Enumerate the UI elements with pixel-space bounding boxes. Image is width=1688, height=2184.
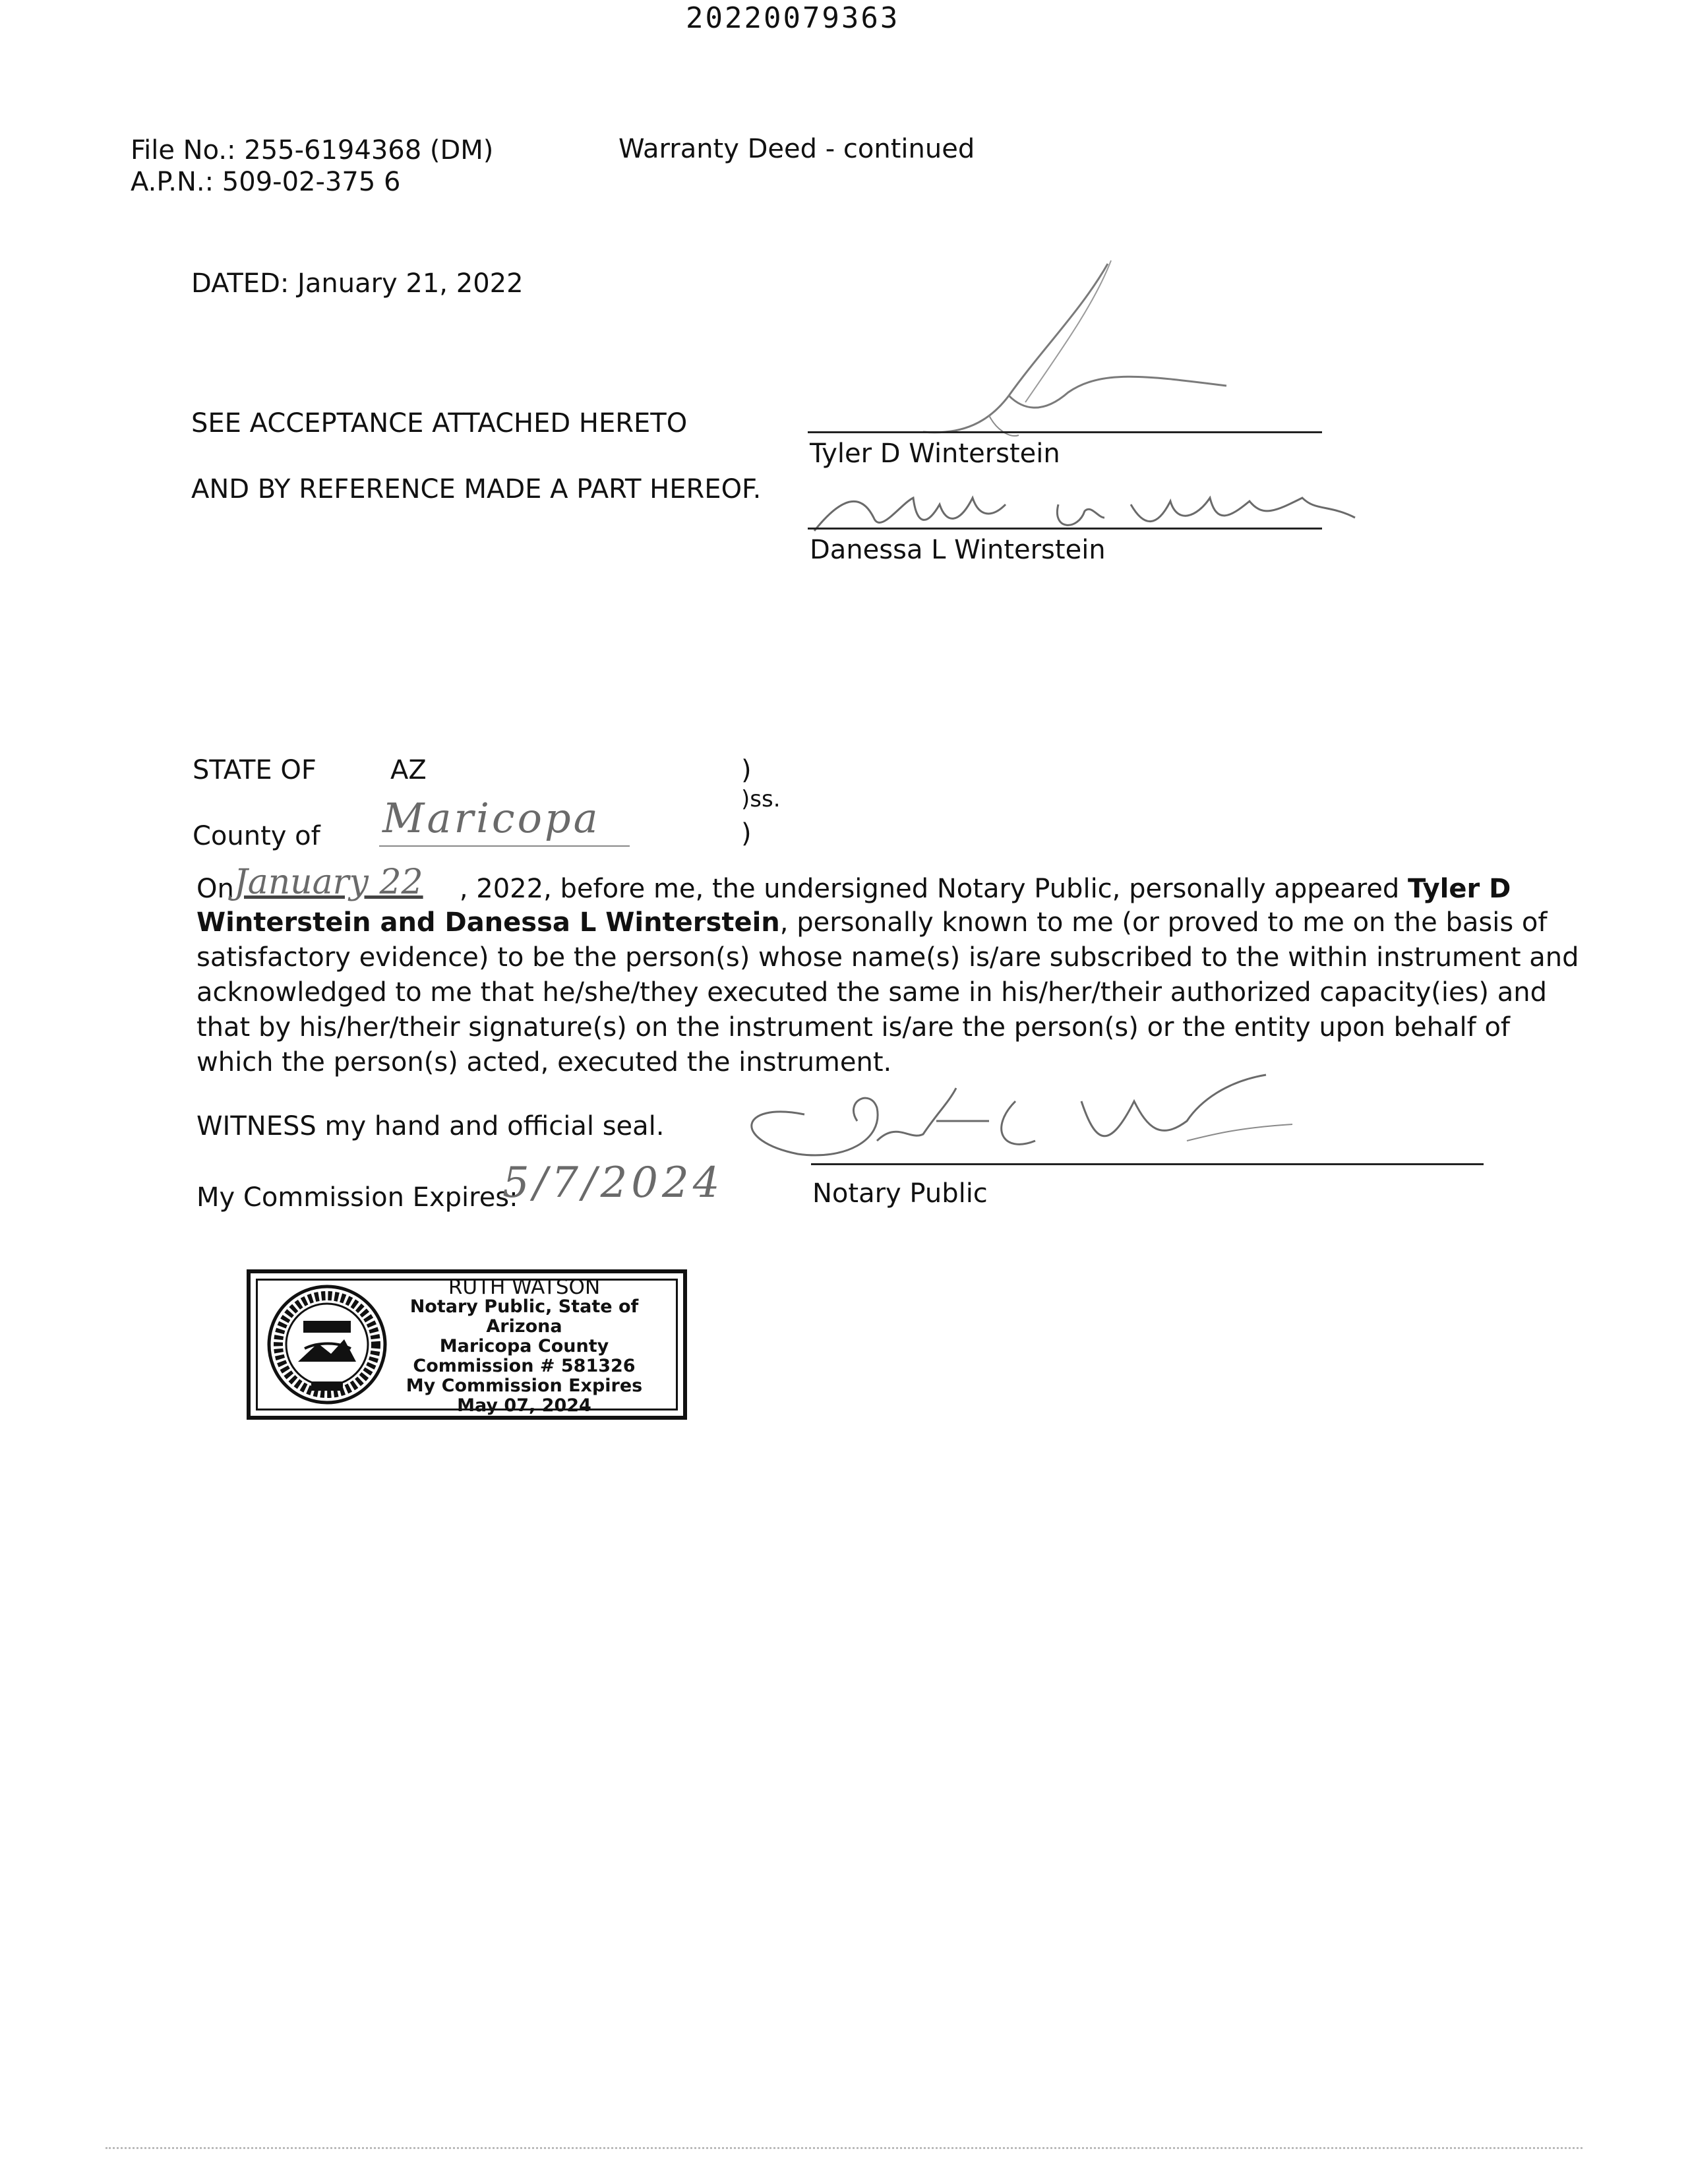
ack-bold-names-2: Winterstein and Danessa L Winterstein — [196, 907, 780, 938]
stamp-name: RUTH WATSON — [448, 1275, 601, 1299]
apn: A.P.N.: 509-02-375 6 — [131, 167, 401, 197]
ack-line-2 — [196, 905, 1548, 940]
notary-signature-line — [811, 1163, 1484, 1165]
stamp-line-3: Maricopa County — [439, 1336, 609, 1356]
commission-handwritten: 5/7/2024 — [502, 1159, 724, 1207]
ack-line-1 — [196, 863, 1511, 905]
stamp-line-2: Notary Public, State of Arizona — [409, 1296, 639, 1337]
document-title: Warranty Deed - continued — [618, 134, 975, 164]
ack-on: On — [196, 874, 234, 904]
stamp-line-6: May 07, 2024 — [457, 1395, 591, 1416]
file-number: File No.: 255-6194368 (DM) — [131, 135, 494, 166]
notary-stamp — [247, 1269, 687, 1420]
acceptance-line-2: AND BY REFERENCE MADE A PART HEREOF. — [191, 474, 762, 504]
acceptance-line-1: SEE ACCEPTANCE ATTACHED HERETO — [191, 408, 688, 439]
ack-line-3: satisfactory evidence) to be the person(s) whose name(s) is/are subscribed to the within instrument and — [196, 942, 1579, 973]
dated-line: DATED: January 21, 2022 — [191, 268, 524, 299]
signature-line-2 — [808, 528, 1322, 530]
state-label: STATE OF — [193, 755, 316, 785]
county-underline — [379, 845, 630, 847]
witness-line: WITNESS my hand and official seal. — [196, 1111, 665, 1141]
signer-2-name: Danessa L Winterstein — [810, 535, 1106, 565]
ack-line-5: that by his/her/their signature(s) on the instrument is/are the person(s) or the entity upon behalf of — [196, 1012, 1510, 1043]
stamp-line-4: Commission # 581326 — [413, 1356, 636, 1376]
recording-number: 20220079363 — [686, 1, 900, 35]
arizona-seal-icon — [265, 1283, 389, 1407]
scan-artifact — [106, 2147, 1582, 2151]
ack-line-4: acknowledged to me that he/she/they executed the same in his/her/their authorized capacity(ies) and — [196, 977, 1547, 1008]
venue-ss: )ss. — [741, 786, 781, 812]
tyler-signature — [910, 251, 1240, 442]
signer-1-name: Tyler D Winterstein — [810, 439, 1060, 469]
notary-signature — [725, 1062, 1319, 1180]
ack-part-2: , personally known to me (or proved to me on the basis of — [779, 907, 1548, 938]
ack-part-1: , 2022, before me, the undersigned Notary Public, personally appeared — [459, 874, 1408, 904]
signature-line-1 — [808, 431, 1322, 433]
state-value: AZ — [390, 755, 427, 785]
commission-label: My Commission Expires: — [196, 1182, 518, 1213]
venue-paren-bottom: ) — [741, 818, 752, 849]
ack-bold-names-1: Tyler D — [1408, 874, 1511, 904]
ack-line-6: which the person(s) acted, executed the instrument. — [196, 1047, 892, 1077]
ack-date-handwritten: January 22 — [233, 863, 423, 902]
stamp-text — [373, 1277, 676, 1416]
county-label: County of — [193, 821, 320, 851]
county-handwritten: Maricopa — [382, 794, 601, 842]
notary-public-label: Notary Public — [812, 1178, 988, 1209]
venue-paren-top: ) — [741, 755, 752, 785]
acknowledgment-paragraph — [196, 863, 1579, 1080]
stamp-line-5: My Commission Expires — [406, 1376, 643, 1396]
